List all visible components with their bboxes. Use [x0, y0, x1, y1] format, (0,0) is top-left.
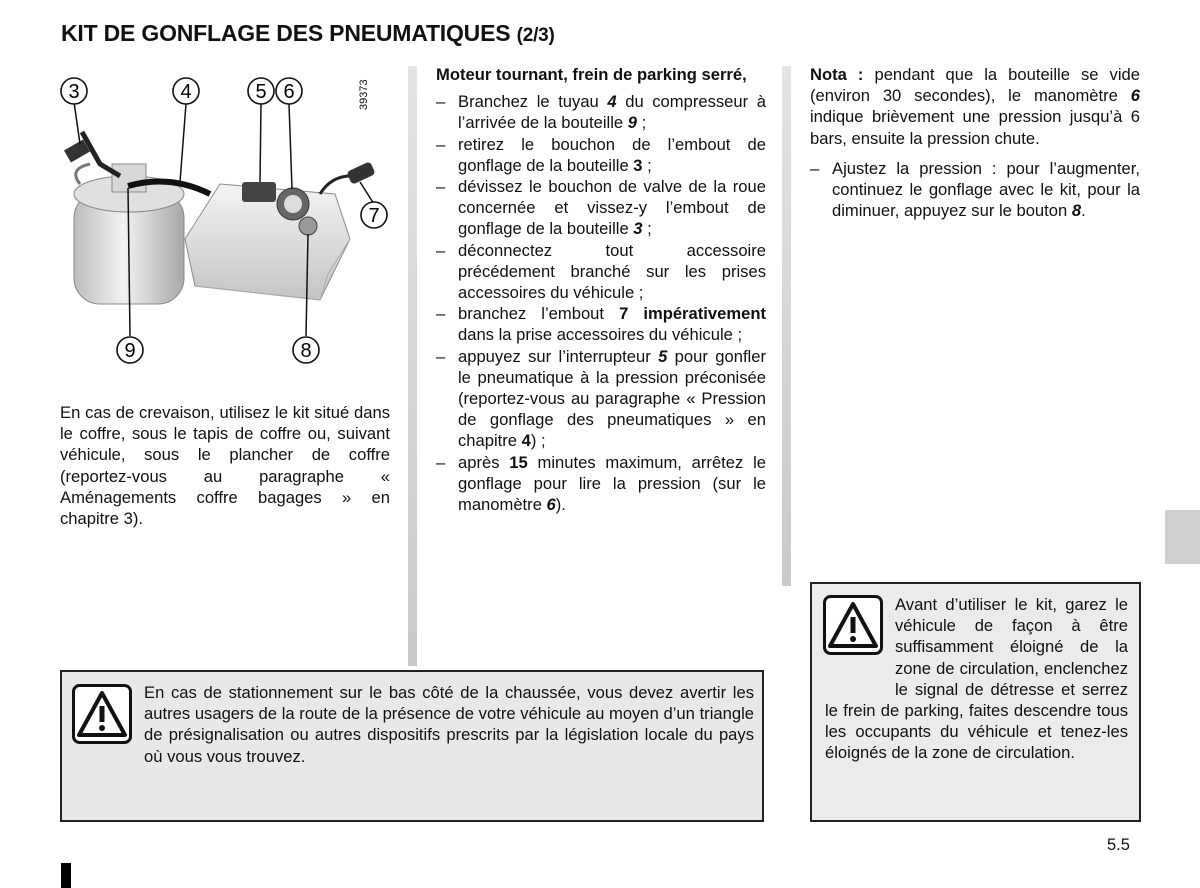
kit-drawing [60, 64, 390, 374]
step-item: – après 15 minutes maximum, arrêtez le gonflage pour lire la pression (sur le manomètre 6). [436, 452, 766, 516]
callout-6-label: 6 [283, 81, 295, 103]
right-column [810, 64, 1140, 221]
callout-9-label: 9 [124, 340, 136, 362]
procedure-steps [436, 91, 766, 515]
callout-4-label: 4 [180, 81, 192, 103]
warning-box-bottom [60, 670, 764, 822]
step-item: – déconnectez tout accessoire précédement branché sur les prises accessoires du véhicule ; [436, 240, 766, 304]
inflation-kit-illustration [60, 64, 390, 374]
warning-box-right [810, 582, 1141, 822]
column-separator-left [408, 66, 417, 666]
button-8 [299, 217, 317, 235]
switch-5 [242, 182, 276, 202]
procedure-heading: Moteur tournant, frein de parking serré, [436, 65, 747, 84]
page-number: 5.5 [1107, 836, 1130, 854]
corner-mark [61, 863, 71, 888]
left-column-text: En cas de crevaison, utilisez le kit situé dans le coffre, sous le tapis de coffre ou, suivant véhicule, sous le plancher de coffre (reportez-vous au paragraphe « Aménagements coffre bagages » en chapitre 3). [60, 403, 390, 529]
step-item: – retirez le bouchon de l’embout de gonflage de la bouteille 3 ; [436, 134, 766, 176]
callout-5-label: 5 [255, 81, 267, 103]
chapter-tab [1165, 510, 1200, 564]
adjust-list [810, 158, 1140, 222]
step-item: – Branchez le tuyau 4 du compresseur à l’arrivée de la bouteille 9 ; [436, 91, 766, 133]
nota-paragraph: Nota : pendant que la bouteille se vide (environ 30 secondes), le manomètre 6 indique brièvement une pression jusqu’à 6 bars, ensuite la pression chute. [810, 65, 1140, 148]
middle-column [436, 64, 766, 515]
compressor [185, 161, 376, 300]
warning-triangle-icon [72, 684, 132, 749]
step-item: – appuyez sur l’interrupteur 5 pour gonfler le pneumatique à la pression préconisée (reportez-vous au paragraphe « Pression de gonflage des pneumatiques » en chapitre 4) ; [436, 346, 766, 452]
nota-label: Nota : [810, 65, 864, 84]
adjust-item: – Ajustez la pression : pour l’augmenter, continuez le gonflage avec le kit, pour la diminuer, appuyez sur le bouton 8. [810, 158, 1140, 222]
plug-7 [346, 161, 375, 185]
column-separator-right [782, 66, 791, 586]
step-item: – branchez l’embout 7 impérativement dans la prise accessoires du véhicule ; [436, 303, 766, 345]
callout-8-label: 8 [300, 340, 312, 362]
title-main: KIT DE GONFLAGE DES PNEUMATIQUES [61, 20, 511, 46]
callout-7-label: 7 [368, 205, 380, 227]
step-item: – dévissez le bouchon de valve de la roue concernée et vissez-y l’embout de gonflage de la bouteille 3 ; [436, 176, 766, 240]
title-part: (2/3) [516, 25, 555, 46]
callout-3-label: 3 [68, 81, 80, 103]
warning-text-bottom: En cas de stationnement sur le bas côté de la chaussée, vous devez avertir les autres usagers de la route de la présence de votre véhicule au moyen d’un triangle de présignalisation ou autres dispositifs prescrits par la législation locale du pays où vous vous trouvez. [144, 683, 754, 766]
page-title [61, 20, 555, 47]
figure-code: 39373 [358, 79, 370, 110]
warning-text-right: Avant d’utiliser le kit, garez le véhicule de façon à être suffisamment éloigné de la zone de circulation, enclenchez le signal de détresse et serrez le frein de parking, faites descendre tous les occupants du véhicule et tenez-les éloignés de la zone de circulation. [825, 595, 1128, 763]
